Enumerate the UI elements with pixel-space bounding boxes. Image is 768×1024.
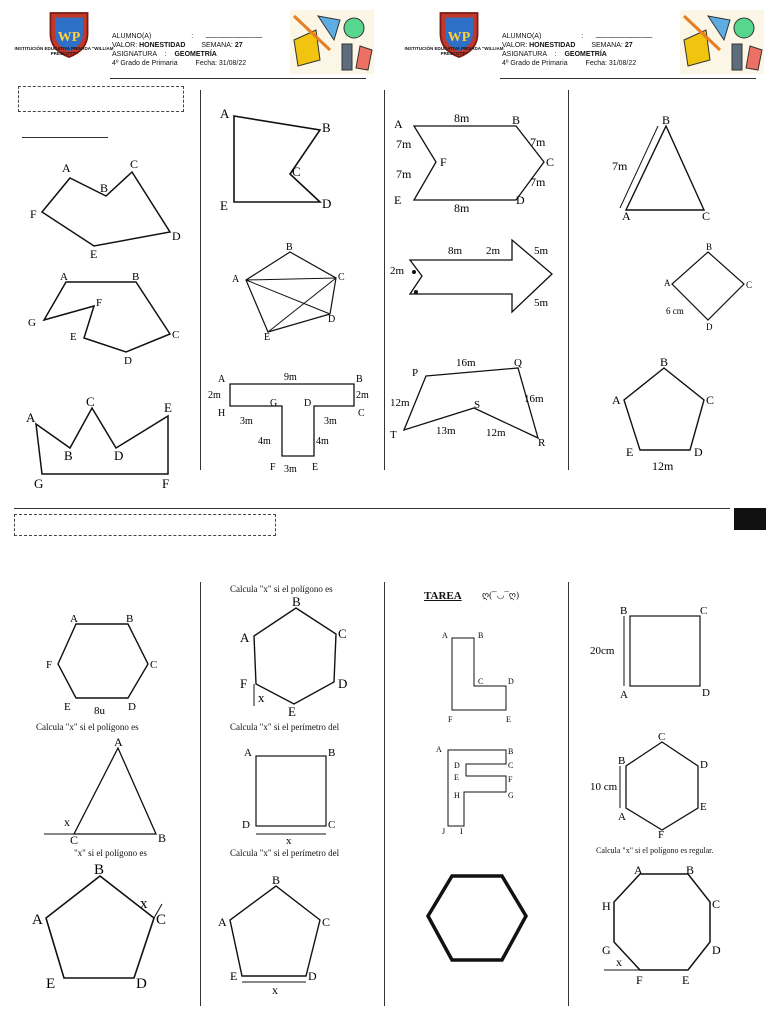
svg-text:A: A bbox=[244, 747, 252, 759]
svg-text:A: A bbox=[218, 915, 227, 929]
svg-text:B: B bbox=[706, 242, 713, 252]
regular-hexagon-figure bbox=[36, 612, 196, 717]
geometry-tools-art-icon bbox=[290, 10, 374, 74]
svg-text:F: F bbox=[46, 659, 53, 671]
svg-text:16m: 16m bbox=[524, 393, 544, 405]
svg-text:E: E bbox=[506, 715, 511, 724]
svg-text:WP: WP bbox=[447, 29, 471, 45]
worksheet-header-left bbox=[14, 6, 374, 78]
triangle-exterior-angle-figure bbox=[30, 734, 200, 847]
svg-text:2m: 2m bbox=[486, 245, 501, 257]
svg-text:E: E bbox=[70, 331, 77, 343]
svg-text:F: F bbox=[440, 155, 447, 169]
svg-text:B: B bbox=[158, 831, 167, 845]
school-name: INSTITUCIÓN EDUCATIVA PRIVADA "WILLIAM PRESCOTT" bbox=[404, 46, 504, 56]
svg-text:G: G bbox=[34, 476, 44, 491]
section-divider bbox=[14, 508, 730, 509]
svg-text:8m: 8m bbox=[454, 111, 470, 125]
svg-text:B: B bbox=[356, 374, 363, 385]
svg-text:D: D bbox=[706, 322, 713, 332]
svg-text:B: B bbox=[660, 355, 669, 369]
instruction-text: Calcula "x" si el perímetro del bbox=[230, 722, 340, 732]
title-underline bbox=[22, 137, 108, 138]
svg-text:C: C bbox=[508, 761, 514, 770]
instruction-text: "x" si el polígono es bbox=[74, 848, 147, 858]
svg-text:A: A bbox=[442, 631, 448, 640]
svg-text:E: E bbox=[164, 400, 172, 415]
school-name: INSTITUCIÓN EDUCATIVA PRIVADA "WILLIAM PRESCOTT" bbox=[14, 46, 114, 56]
svg-text:7m: 7m bbox=[530, 175, 546, 189]
svg-text:3m: 3m bbox=[240, 416, 253, 427]
svg-text:C: C bbox=[702, 209, 711, 223]
svg-text:R: R bbox=[538, 437, 546, 449]
header-info: ALUMNO(A) : ............................................................ VALOR: HONESTIDAD SEMANA: 27 ASIGNATURA : GEOMETRÍA 4º Grado de Primaria Fecha: 31/08/22 bbox=[112, 33, 262, 67]
svg-text:A: A bbox=[220, 106, 230, 121]
svg-text:F: F bbox=[96, 297, 103, 309]
svg-text:B: B bbox=[620, 605, 628, 617]
svg-text:x: x bbox=[64, 815, 70, 829]
header-rule bbox=[500, 78, 756, 79]
svg-text:E: E bbox=[46, 976, 56, 992]
svg-text:D: D bbox=[114, 448, 124, 463]
svg-text:B: B bbox=[272, 873, 281, 887]
alumno-label: ALUMNO(A) bbox=[112, 33, 152, 40]
svg-text:F: F bbox=[658, 829, 665, 841]
svg-text:Q: Q bbox=[514, 357, 522, 369]
svg-text:A: A bbox=[618, 811, 626, 823]
svg-text:E: E bbox=[90, 247, 98, 261]
svg-text:E: E bbox=[626, 445, 634, 459]
quadrilateral-pqrst-figure bbox=[388, 352, 568, 452]
svg-text:E: E bbox=[312, 462, 319, 473]
svg-text:D: D bbox=[712, 943, 721, 957]
svg-text:9m: 9m bbox=[284, 372, 297, 383]
l-shape-figure bbox=[432, 626, 552, 726]
svg-text:F: F bbox=[636, 973, 643, 987]
svg-text:7m: 7m bbox=[396, 137, 412, 151]
svg-text:8u: 8u bbox=[94, 705, 105, 717]
svg-text:D: D bbox=[508, 677, 514, 686]
svg-text:I: I bbox=[460, 827, 463, 836]
pentagon-exterior-angle-figure bbox=[30, 862, 200, 992]
polygon-figure-abcdef bbox=[20, 150, 200, 260]
svg-text:E: E bbox=[288, 704, 296, 719]
svg-text:B: B bbox=[322, 120, 331, 135]
square-abcd-figure bbox=[590, 604, 750, 714]
svg-text:D: D bbox=[454, 761, 460, 770]
svg-text:G: G bbox=[270, 398, 278, 409]
regular-pentagon-figure bbox=[612, 356, 752, 476]
svg-text:C: C bbox=[70, 833, 79, 847]
arrow-polygon-figure bbox=[388, 236, 568, 326]
svg-text:D: D bbox=[124, 355, 132, 367]
svg-text:B: B bbox=[132, 271, 140, 283]
svg-text:B: B bbox=[328, 747, 336, 759]
svg-text:6 cm: 6 cm bbox=[666, 306, 684, 316]
column-divider bbox=[200, 90, 201, 470]
instruction-text: Calcula "x" si el polígono es regular. bbox=[596, 846, 714, 855]
svg-text:C: C bbox=[658, 731, 666, 743]
polygon-figure-abcdefg bbox=[20, 268, 200, 368]
svg-text:x: x bbox=[616, 955, 622, 969]
svg-text:C: C bbox=[130, 157, 139, 171]
svg-text:C: C bbox=[322, 915, 331, 929]
svg-text:3m: 3m bbox=[324, 416, 337, 427]
svg-text:A: A bbox=[634, 863, 643, 877]
svg-text:x: x bbox=[140, 896, 148, 912]
svg-text:C: C bbox=[706, 393, 715, 407]
svg-text:A: A bbox=[620, 689, 628, 701]
svg-text:D: D bbox=[128, 701, 136, 713]
svg-text:G: G bbox=[508, 791, 514, 800]
svg-text:B: B bbox=[94, 862, 105, 878]
svg-text:2m: 2m bbox=[208, 390, 221, 401]
f-shape-figure bbox=[432, 742, 552, 842]
black-marker bbox=[734, 508, 766, 530]
svg-text:A: A bbox=[622, 209, 631, 223]
svg-text:5m: 5m bbox=[534, 245, 549, 257]
svg-text:D: D bbox=[322, 196, 332, 211]
svg-text:C: C bbox=[292, 164, 301, 179]
svg-text:E: E bbox=[394, 193, 402, 207]
svg-text:D: D bbox=[338, 676, 348, 691]
polygon-figure-abcde bbox=[210, 106, 380, 216]
svg-text:B: B bbox=[508, 747, 514, 756]
svg-text:C: C bbox=[358, 408, 365, 419]
instruction-text: Calcula "x" si el perímetro del bbox=[230, 848, 340, 858]
svg-text:7m: 7m bbox=[612, 159, 628, 173]
svg-text:H: H bbox=[602, 899, 611, 913]
svg-text:B: B bbox=[662, 113, 671, 127]
svg-text:2m: 2m bbox=[390, 265, 405, 277]
svg-text:4m: 4m bbox=[258, 436, 271, 447]
svg-text:2m: 2m bbox=[356, 390, 369, 401]
svg-text:E: E bbox=[700, 801, 707, 813]
svg-text:B: B bbox=[292, 594, 301, 609]
svg-text:D: D bbox=[328, 314, 336, 325]
svg-text:C: C bbox=[338, 626, 347, 641]
svg-text:S: S bbox=[474, 399, 481, 411]
equilateral-triangle-figure bbox=[600, 112, 760, 222]
svg-text:A: A bbox=[60, 271, 68, 283]
svg-text:C: C bbox=[478, 677, 484, 686]
svg-text:B: B bbox=[618, 755, 626, 767]
svg-text:A: A bbox=[664, 278, 671, 288]
svg-text:C: C bbox=[338, 272, 345, 283]
svg-text:C: C bbox=[150, 659, 158, 671]
svg-text:A: A bbox=[612, 393, 621, 407]
t-shape-polygon-figure bbox=[204, 366, 384, 476]
svg-text:5m: 5m bbox=[534, 297, 549, 309]
hexagon-abcdef-figure bbox=[590, 730, 750, 840]
svg-text:F: F bbox=[448, 715, 453, 724]
svg-text:x: x bbox=[286, 835, 292, 847]
svg-text:A: A bbox=[232, 274, 240, 285]
worksheet-header-right bbox=[404, 6, 764, 78]
svg-text:WP: WP bbox=[57, 29, 81, 45]
svg-text:E: E bbox=[682, 973, 690, 987]
svg-text:F: F bbox=[270, 462, 276, 473]
svg-text:A: A bbox=[70, 613, 78, 625]
svg-text:F: F bbox=[30, 207, 37, 221]
pentagon-side-x-figure bbox=[216, 872, 366, 1002]
svg-text:C: C bbox=[700, 605, 708, 617]
svg-text:D: D bbox=[304, 398, 312, 409]
svg-text:16m: 16m bbox=[456, 357, 476, 369]
svg-text:D: D bbox=[308, 969, 317, 983]
svg-text:C: C bbox=[746, 280, 753, 290]
svg-text:B: B bbox=[686, 863, 695, 877]
svg-text:D: D bbox=[136, 976, 147, 992]
svg-text:F: F bbox=[162, 476, 170, 491]
svg-text:A: A bbox=[436, 745, 442, 754]
svg-text:12m: 12m bbox=[486, 427, 506, 439]
svg-text:4m: 4m bbox=[316, 436, 329, 447]
tarea-emoji: ღ(¯◡¯ღ) bbox=[482, 590, 519, 600]
svg-text:F: F bbox=[240, 676, 248, 691]
instruction-text: Calcula "x" si el polígono es bbox=[230, 584, 333, 594]
svg-text:D: D bbox=[516, 193, 525, 207]
svg-text:13m: 13m bbox=[436, 425, 456, 437]
svg-text:10 cm: 10 cm bbox=[590, 781, 618, 793]
svg-text:B: B bbox=[100, 181, 109, 195]
svg-text:B: B bbox=[286, 242, 293, 253]
header-info: ALUMNO(A) : ............................................................ VALOR: HONESTIDAD SEMANA: 27 ASIGNATURA : GEOMETRÍA 4º Grado de Primaria Fecha: 31/08/22 bbox=[502, 33, 652, 67]
svg-text:P: P bbox=[412, 367, 419, 379]
svg-text:x: x bbox=[258, 690, 265, 705]
svg-text:E: E bbox=[64, 701, 71, 713]
svg-text:G: G bbox=[602, 943, 611, 957]
crown-polygon-figure bbox=[20, 392, 200, 492]
svg-text:B: B bbox=[64, 448, 73, 463]
svg-text:F: F bbox=[508, 775, 513, 784]
svg-text:E: E bbox=[454, 773, 459, 782]
instruction-text: Calcula "x" si el polígono es bbox=[36, 722, 139, 732]
tarea-title: TAREA bbox=[424, 590, 462, 602]
svg-text:D: D bbox=[702, 687, 710, 699]
svg-text:E: E bbox=[230, 969, 238, 983]
svg-text:8m: 8m bbox=[448, 245, 463, 257]
svg-text:J: J bbox=[442, 827, 446, 836]
svg-text:8m: 8m bbox=[454, 201, 470, 215]
svg-text:B: B bbox=[478, 631, 484, 640]
svg-text:C: C bbox=[712, 897, 721, 911]
rhombus-figure bbox=[660, 240, 768, 340]
svg-text:7m: 7m bbox=[396, 167, 412, 181]
svg-text:E: E bbox=[220, 198, 228, 213]
svg-text:C: C bbox=[156, 912, 167, 928]
svg-text:12m: 12m bbox=[390, 397, 410, 409]
svg-text:3m: 3m bbox=[284, 464, 297, 475]
svg-text:A: A bbox=[218, 374, 226, 385]
svg-text:G: G bbox=[28, 317, 36, 329]
svg-text:D: D bbox=[694, 445, 703, 459]
hexagon-arrow-figure bbox=[392, 108, 572, 215]
svg-text:A: A bbox=[114, 735, 123, 749]
svg-text:E: E bbox=[264, 332, 271, 343]
square-figure bbox=[240, 744, 380, 854]
svg-text:C: C bbox=[328, 819, 336, 831]
svg-text:D: D bbox=[172, 229, 181, 243]
svg-text:7m: 7m bbox=[530, 135, 546, 149]
svg-text:D: D bbox=[700, 759, 708, 771]
svg-text:B: B bbox=[512, 113, 521, 127]
svg-text:A: A bbox=[240, 630, 250, 645]
octagon-exterior-angle-figure bbox=[596, 862, 756, 992]
svg-text:H: H bbox=[454, 791, 460, 800]
svg-text:H: H bbox=[218, 408, 226, 419]
svg-text:A: A bbox=[32, 912, 43, 928]
column-divider bbox=[384, 90, 385, 470]
title-box-top bbox=[18, 86, 184, 112]
hexagon-angle-x-figure bbox=[234, 594, 404, 719]
svg-text:B: B bbox=[126, 613, 134, 625]
svg-text:C: C bbox=[86, 394, 95, 409]
svg-text:A: A bbox=[62, 161, 71, 175]
svg-text:A: A bbox=[26, 410, 36, 425]
column-divider bbox=[568, 582, 569, 1006]
geometry-tools-art-icon bbox=[680, 10, 764, 74]
header-rule bbox=[110, 78, 366, 79]
svg-text:A: A bbox=[394, 117, 403, 131]
bold-hexagon-figure bbox=[418, 866, 538, 976]
svg-text:D: D bbox=[242, 819, 250, 831]
svg-text:12m: 12m bbox=[652, 459, 674, 473]
title-box-bottom bbox=[14, 514, 276, 536]
svg-text:C: C bbox=[546, 155, 555, 169]
svg-text:x: x bbox=[272, 983, 278, 997]
svg-text:C: C bbox=[172, 329, 180, 341]
svg-text:20cm: 20cm bbox=[590, 645, 615, 657]
column-divider bbox=[200, 582, 201, 1006]
svg-text:T: T bbox=[390, 429, 397, 441]
pentagon-diagonals-figure bbox=[228, 240, 378, 343]
